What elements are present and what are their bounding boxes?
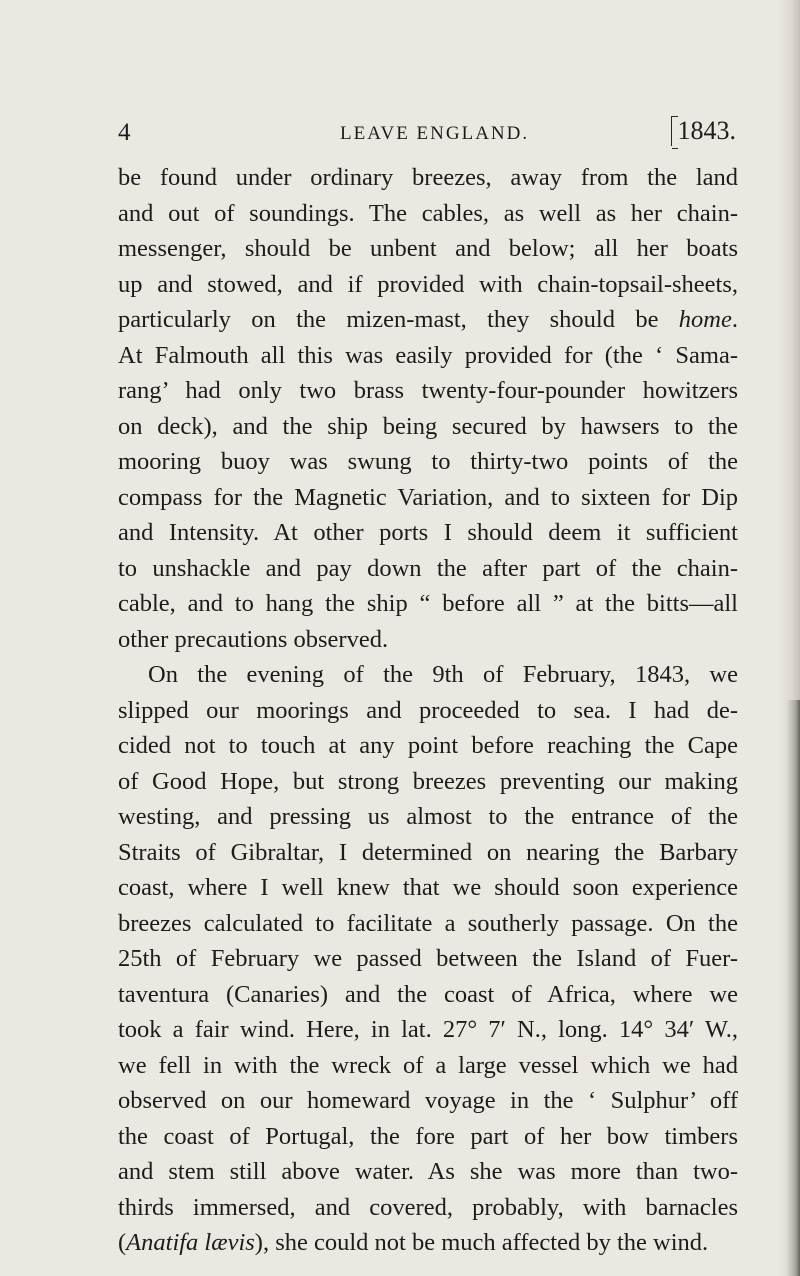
text-line bbox=[118, 657, 738, 693]
text-line bbox=[118, 693, 738, 729]
text-line-content: the coast of Portugal, the fore part of her bow timbers bbox=[118, 1122, 738, 1150]
text-line bbox=[118, 1225, 738, 1261]
text-line-content: rang’ had only two brass twenty-four-pounder howitzers bbox=[118, 377, 738, 404]
body-text bbox=[118, 160, 738, 1261]
page-number: 4 bbox=[118, 119, 131, 146]
text-line-content: At Falmouth all this was easily provided for (the ‘ Sama- bbox=[118, 341, 738, 369]
text-line-content: cable, and to hang the ship “ before all ” at the bitts—all bbox=[118, 590, 738, 617]
running-head bbox=[118, 112, 736, 148]
text-line bbox=[118, 1119, 738, 1155]
text-line-content: other precautions observed. bbox=[118, 625, 389, 653]
text-line-content: up and stowed, and if provided with chain-topsail-sheets, bbox=[118, 270, 738, 298]
text-line bbox=[118, 977, 738, 1013]
text-line bbox=[118, 373, 738, 409]
text-line-content: On the evening of the 9th of February, 1843, we bbox=[148, 661, 738, 688]
text-line bbox=[118, 1154, 738, 1190]
text-line bbox=[118, 906, 738, 942]
text-line bbox=[118, 231, 738, 267]
text-line bbox=[118, 551, 738, 587]
text-line bbox=[118, 267, 738, 303]
text-line-content: of Good Hope, but strong breezes preventing our making bbox=[118, 767, 738, 795]
text-line-content: messenger, should be unbent and below; all her boats bbox=[118, 235, 738, 262]
italic-text: home bbox=[678, 306, 732, 333]
text-line bbox=[118, 444, 738, 480]
text-line-content: Straits of Gibraltar, I determined on nearing the Barbary bbox=[118, 838, 738, 866]
text-line bbox=[118, 302, 738, 338]
text-line bbox=[118, 409, 738, 445]
text-line bbox=[118, 160, 738, 196]
text-line-content: we fell in with the wreck of a large vessel which we had bbox=[118, 1051, 738, 1079]
text-line-content: on deck), and the ship being secured by hawsers to the bbox=[118, 412, 738, 440]
text-line bbox=[118, 480, 738, 516]
text-line-content: coast, where I well knew that we should soon experience bbox=[118, 874, 738, 901]
text-line-content: be found under ordinary breezes, away from the land bbox=[118, 164, 738, 191]
text-line-content: to unshackle and pay down the after part of the chain- bbox=[118, 554, 738, 582]
text-line-content: taventura (Canaries) and the coast of Africa, where we bbox=[118, 980, 738, 1008]
italic-text: Anatifa lævis bbox=[126, 1229, 255, 1256]
text-line bbox=[118, 1012, 738, 1048]
text-line bbox=[118, 941, 738, 977]
text-line-content: and stem still above water. As she was more than two- bbox=[118, 1158, 738, 1185]
text-line bbox=[118, 1190, 738, 1226]
running-date: 1843. bbox=[671, 116, 737, 146]
text-line bbox=[118, 799, 738, 835]
text-line-content: 25th of February we passed between the Island of Fuer- bbox=[118, 945, 738, 972]
text-line-content: observed on our homeward voyage in the ‘ Sulphur’ off bbox=[118, 1087, 738, 1114]
text-line-content: thirds immersed, and covered, probably, with barnacles bbox=[118, 1193, 738, 1221]
text-line-content: slipped our moorings and proceeded to sea. I had de- bbox=[118, 696, 738, 724]
text-line bbox=[118, 870, 738, 906]
text-line-content: mooring buoy was swung to thirty-two points of the bbox=[118, 448, 738, 475]
text-line-content: ( bbox=[118, 1229, 127, 1256]
text-line bbox=[118, 622, 738, 658]
text-line-content: cided not to touch at any point before reaching the Cape bbox=[118, 732, 738, 759]
text-line bbox=[118, 728, 738, 764]
text-line-content: compass for the Magnetic Variation, and to sixteen for Dip bbox=[118, 483, 738, 511]
text-line-content: westing, and pressing us almost to the entrance of the bbox=[118, 803, 738, 830]
text-line-content: took a fair wind. Here, in lat. 27° 7′ N., long. 14° 34′ W., bbox=[118, 1016, 738, 1043]
text-line bbox=[118, 196, 738, 232]
text-line bbox=[118, 835, 738, 871]
text-line bbox=[118, 515, 738, 551]
running-title: LEAVE ENGLAND. bbox=[340, 123, 530, 144]
text-line-content: and out of soundings. The cables, as well as her chain- bbox=[118, 199, 738, 227]
text-line bbox=[118, 1083, 738, 1119]
text-line-content: . bbox=[731, 306, 738, 333]
text-line bbox=[118, 586, 738, 622]
text-line-content: ), she could not be much affected by the wind. bbox=[254, 1229, 709, 1256]
text-line-content: breezes calculated to facilitate a southerly passage. On the bbox=[118, 909, 738, 937]
page-edge-shadow-lower bbox=[786, 700, 800, 1276]
text-line bbox=[118, 764, 738, 800]
text-line bbox=[118, 338, 738, 374]
text-line-content: and Intensity. At other ports I should deem it sufficient bbox=[118, 519, 738, 546]
text-line bbox=[118, 1048, 738, 1084]
text-line-content: particularly on the mizen-mast, they should be bbox=[118, 306, 679, 333]
